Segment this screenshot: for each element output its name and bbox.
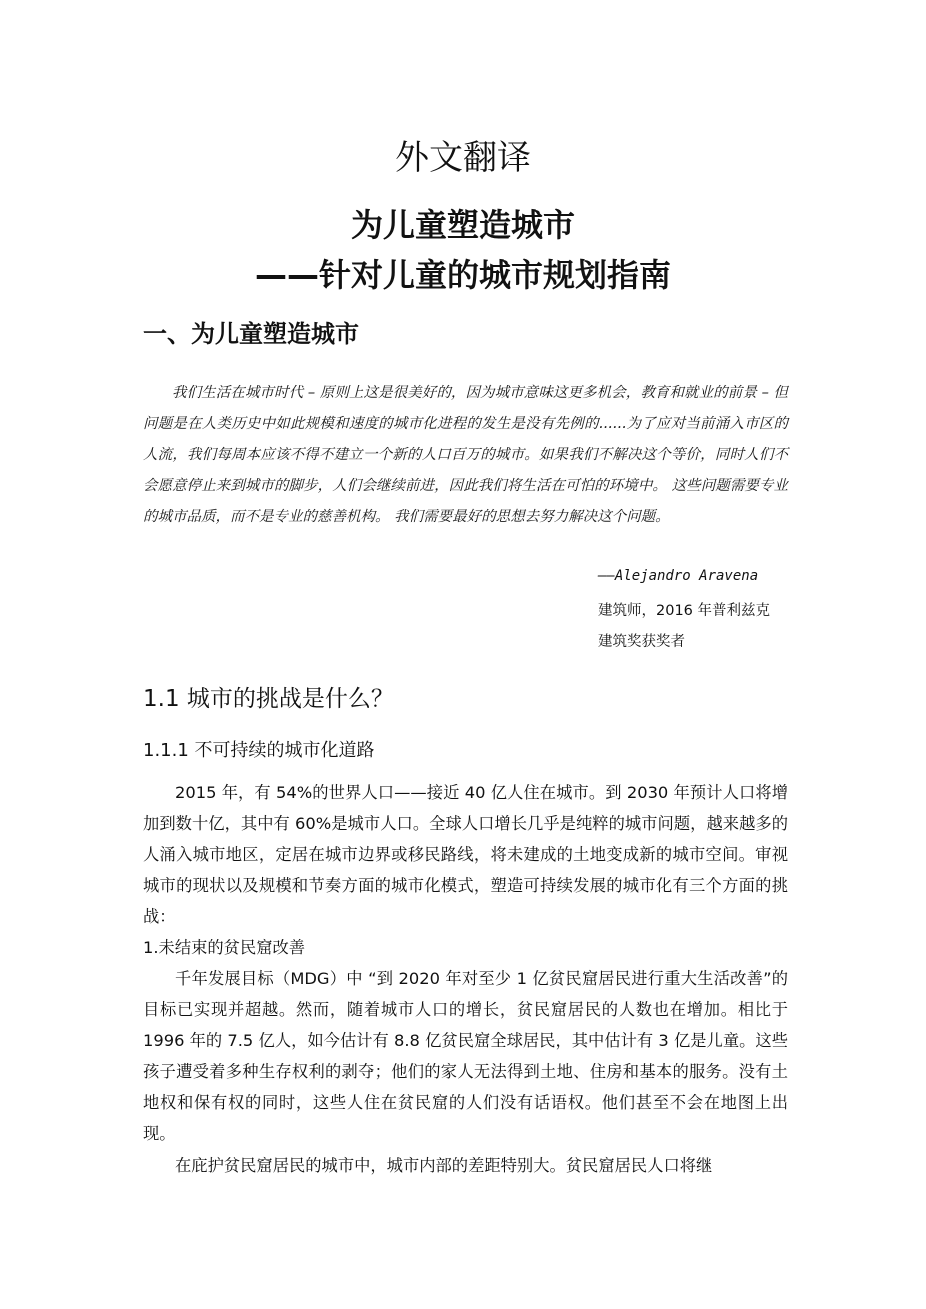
body-paragraph-2: 千年发展目标（MDG）中 “到 2020 年对至少 1 亿贫民窟居民进行重大生活改善”的目标已实现并超越。然而，随着城市人口的增长，贫民窟居民的人数也在增加。相比于 1996 年的 7.5 亿人，如今估计有 8.8 亿贫民窟全球居民，其中估计有 3 亿是儿童。这些孩子遭受着多种生存权利的剥夺；他们的家人无法得到土地、住房和基本的服务。没有土地权和保有权的同时，这些人住在贫民窟的人们没有话语权。他们甚至不会在地图上出现。 (143, 969, 788, 1143)
body-paragraph-3: 在庇护贫民窟居民的城市中，城市内部的差距特别大。贫民窟居民人口将继 (175, 1156, 713, 1175)
section-heading-1: 一、为儿童塑造城市 (143, 320, 359, 348)
body-paragraph-1: 2015 年，有 54%的世界人口——接近 40 亿人住在城市。到 2030 年预计人口将增加到数十亿，其中有 60%是城市人口。全球人口增长几乎是纯粹的城市问题，越来越多的人涌入城市地区，定居在城市边界或移民路线，将未建成的土地变成新的城市空间。审视城市的现状以及规模和节奏方面的城市化模式，塑造可持续发展的城市化有三个方面的挑战： (143, 783, 788, 926)
section-heading-1-1-1: 1.1.1 不可持续的城市化道路 (143, 740, 375, 761)
quote-paragraph: 我们生活在城市时代 – 原则上这是很美好的，因为城市意味这更多机会，教育和就业的前景 – 但问题是在人类历史中如此规模和速度的城市化进程的发生是没有先例的......为了应对当前涌入市区的人流，我们每周本应该不得不建立一个新的人口百万的城市。如果我们不解决这个等价，同时人们不会愿意停止来到城市的脚步，人们会继续前进，因此我们将生活在可怕的环境中。 这些问题需要专业的城市品质，而不是专业的慈善机构。 我们需要最好的思想去努力解决这个问题。 (143, 385, 788, 525)
list-item-1: 1.未结束的贫民窟改善 (143, 938, 306, 957)
quote-attribution-role-line2: 建筑奖获奖者 (598, 634, 685, 650)
main-title-line1: 为儿童塑造城市 (350, 206, 575, 244)
quote-attribution-name: ——Alejandro Aravena (598, 568, 759, 584)
main-title-line2: ——针对儿童的城市规划指南 (254, 256, 671, 294)
quote-attribution-role-line1: 建筑师，2016 年普利兹克 (598, 603, 771, 619)
document-title: 外文翻译 (395, 138, 531, 178)
section-heading-1-1: 1.1 城市的挑战是什么？ (143, 686, 394, 712)
